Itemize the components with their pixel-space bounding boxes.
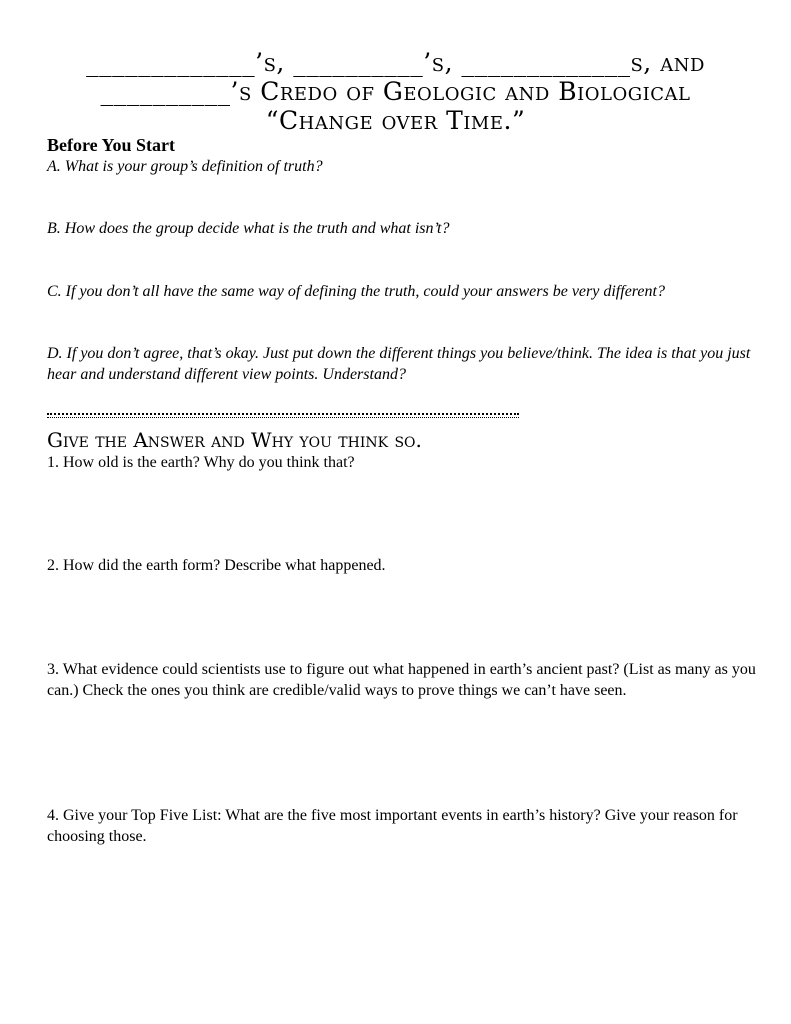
question-c: C. If you don’t all have the same way of defining the truth, could your answers be very different? xyxy=(47,283,665,300)
question-1: 1. How old is the earth? Why do you think that? xyxy=(47,454,355,471)
question-3: 3. What evidence could scientists use to figure out what happened in earth’s ancient past? (List as many as you can.) Check the ones you think are credible/valid ways to prove things we can’t have seen. xyxy=(47,661,756,699)
title-line-3: “Change over Time.” xyxy=(265,106,526,135)
question-2: 2. How did the earth form? Describe what happened. xyxy=(47,557,386,574)
question-d: D. If you don’t agree, that’s okay. Just put down the different things you believe/think. The idea is that you just hear and understand different view points. Understand? xyxy=(47,345,751,383)
section-divider-secondary xyxy=(47,417,519,418)
title-line-1: _____________’s, __________’s, _____________s, and xyxy=(86,48,705,77)
give-answer-heading: Give the Answer and Why you think so. xyxy=(47,428,422,452)
before-you-start-heading: Before You Start xyxy=(47,135,175,155)
question-4: 4. Give your Top Five List: What are the five most important events in earth’s history? Give your reason for choosing those. xyxy=(47,807,738,845)
question-a: A. What is your group’s definition of truth? xyxy=(47,158,323,175)
question-b: B. How does the group decide what is the truth and what isn’t? xyxy=(47,220,450,237)
title-line-2: __________’s Credo of Geologic and Biological xyxy=(100,77,691,106)
section-divider xyxy=(47,413,519,415)
